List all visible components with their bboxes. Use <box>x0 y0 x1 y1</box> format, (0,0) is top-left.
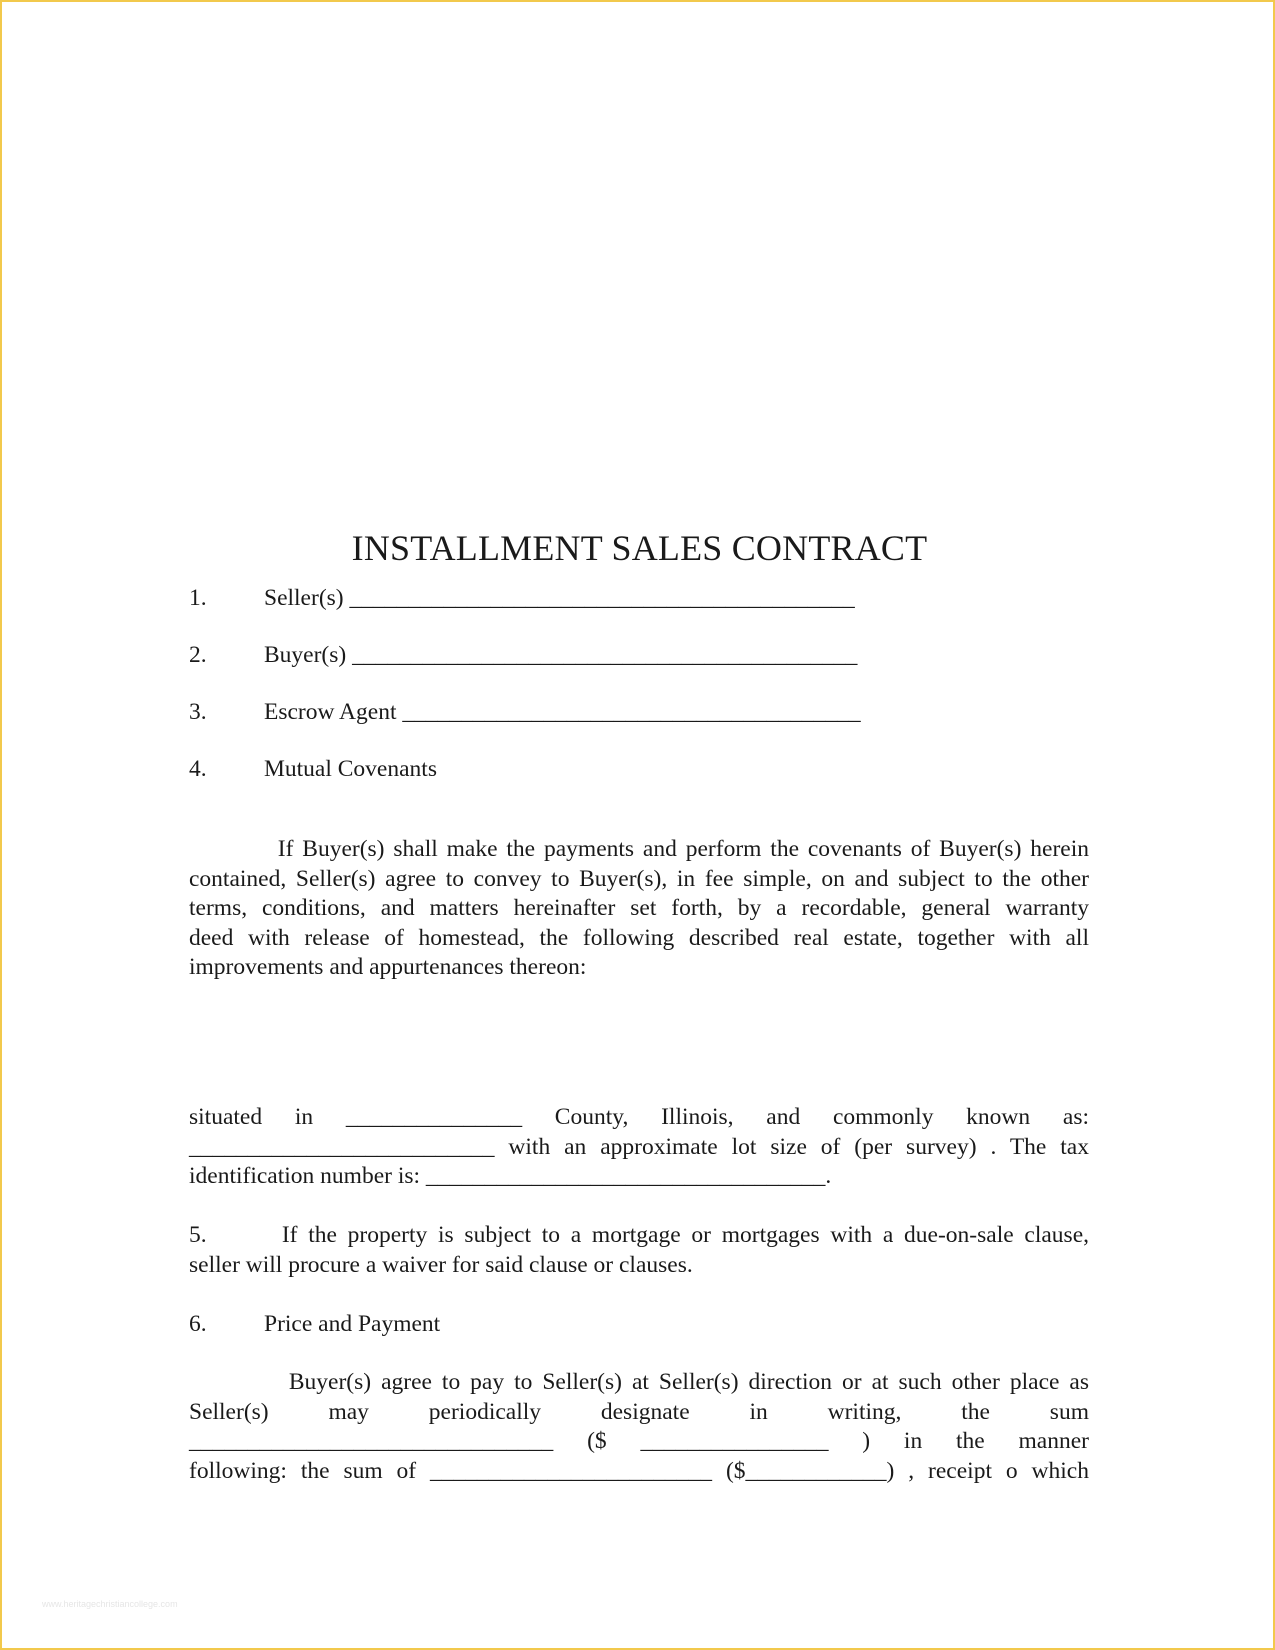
paragraph-line: If Buyer(s) shall make the payments and perform the covenants of Buyer(s) herein <box>189 836 1089 862</box>
item-number: 3. <box>189 699 207 725</box>
paragraph-line: _______________________________ ($ ________________ ) in the manner <box>189 1428 1089 1454</box>
item-seller <box>189 585 855 612</box>
item-price-and-payment <box>189 1311 440 1338</box>
paragraph-line: situated in _______________ County, Illinois, and commonly known as: <box>189 1104 1089 1130</box>
paragraph-line: __________________________ with an approximate lot size of (per survey) . The tax <box>189 1133 1089 1160</box>
item-number: 1. <box>189 585 207 611</box>
paragraph-line: contained, Seller(s) agree to convey to Buyer(s), in fee simple, on and subject to the other <box>189 865 1089 892</box>
item-label: Price and Payment <box>264 1311 441 1337</box>
item-mortgage-waiver <box>189 1221 1089 1280</box>
item-label: Seller(s) ___________________________________________ <box>264 585 855 611</box>
paragraph-line: identification number is: __________________________________. <box>189 1163 832 1189</box>
paragraph-line: Buyer(s) agree to pay to Seller(s) at Seller(s) direction or at such other place as <box>189 1369 1089 1395</box>
item-label: Buyer(s) ___________________________________________ <box>264 642 858 668</box>
watermark: www.heritagechristiancollege.com <box>42 1599 178 1609</box>
paragraph-line: deed with release of homestead, the following described real estate, together with all <box>189 924 1089 951</box>
paragraph-line: seller will procure a waiver for said clause or clauses. <box>189 1251 693 1278</box>
paragraph-line: 5. If the property is subject to a mortgage or mortgages with a due-on-sale clause, <box>189 1222 1089 1248</box>
item-mutual-covenants <box>189 756 437 783</box>
paragraph-line: following: the sum of ________________________ ($____________) , receipt o which <box>189 1457 1089 1484</box>
paragraph-line: terms, conditions, and matters hereinafter set forth, by a recordable, general warranty <box>189 895 1089 921</box>
covenants-paragraph <box>189 835 1089 983</box>
item-escrow-agent <box>189 699 861 726</box>
item-buyer <box>189 642 857 669</box>
situated-paragraph <box>189 1103 1089 1192</box>
item-label: Mutual Covenants <box>264 756 437 782</box>
item-number: 2. <box>189 642 207 668</box>
item-number: 6. <box>189 1311 207 1337</box>
price-paragraph <box>189 1368 1089 1486</box>
item-label: Escrow Agent _______________________________________ <box>264 699 861 725</box>
item-number: 4. <box>189 756 207 782</box>
paragraph-line: improvements and appurtenances thereon: <box>189 954 587 980</box>
paragraph-line: Seller(s) may periodically designate in writing, the sum <box>189 1398 1089 1425</box>
document-title: INSTALLMENT SALES CONTRACT <box>351 528 928 568</box>
